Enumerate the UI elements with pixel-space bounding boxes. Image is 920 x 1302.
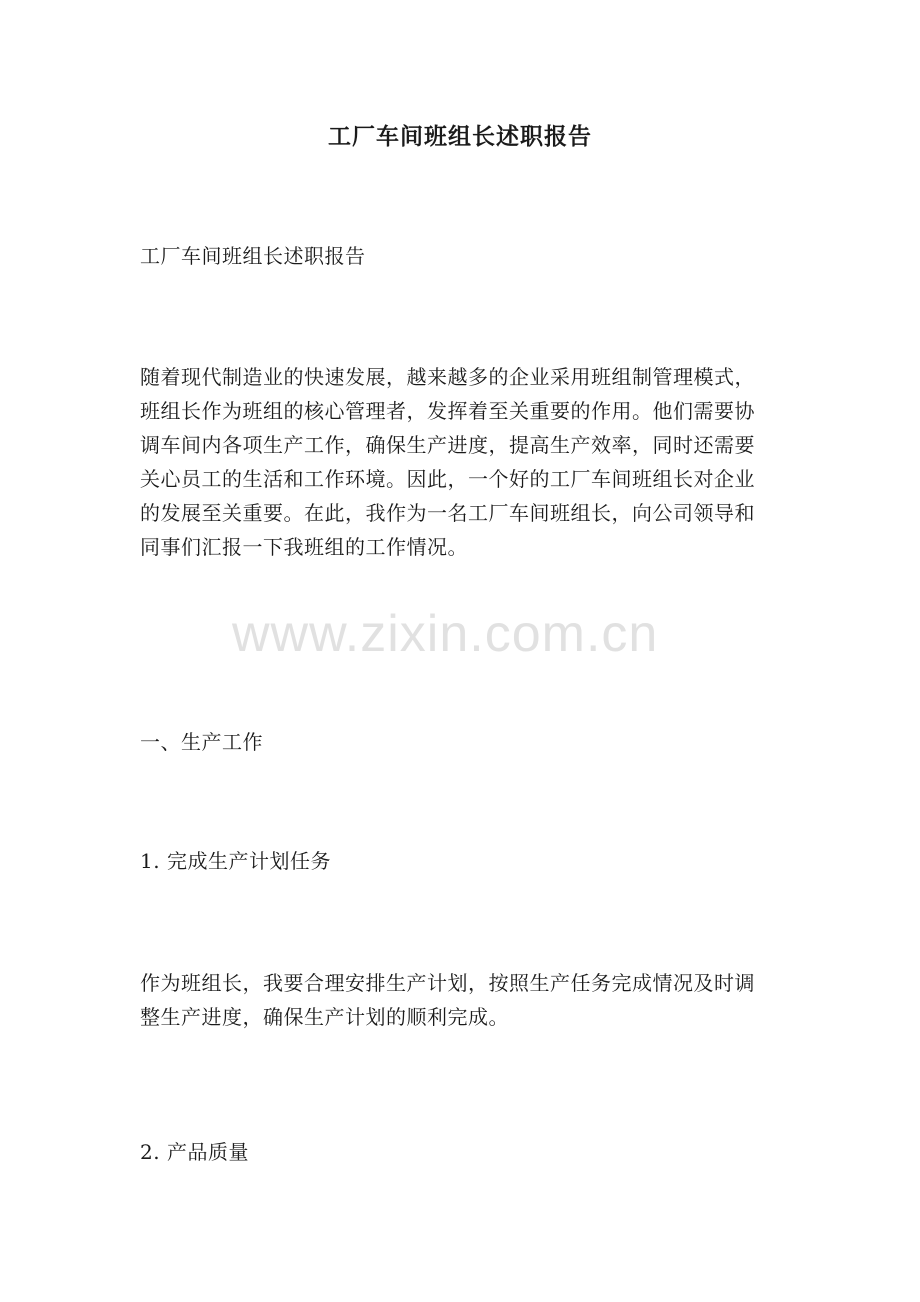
intro-line: 随着现代制造业的快速发展，越来越多的企业采用班组制管理模式， (140, 365, 755, 389)
intro-line: 的发展至关重要。在此，我作为一名工厂车间班组长，向公司领导和 (140, 501, 755, 525)
body-line: 作为班组长，我要合理安排生产计划，按照生产任务完成情况及时调 (140, 971, 755, 995)
intro-line: 调车间内各项生产工作，确保生产进度，提高生产效率，同时还需要 (140, 433, 755, 457)
body-line: 整生产进度，确保生产计划的顺利完成。 (140, 1005, 509, 1029)
section-heading-production: 一、生产工作 (140, 730, 263, 754)
document-title: 工厂车间班组长述职报告 (328, 123, 592, 150)
watermark: www.zixin.com.cn (232, 605, 659, 663)
intro-line: 班组长作为班组的核心管理者，发挥着至关重要的作用。他们需要协 (140, 399, 755, 423)
intro-line: 同事们汇报一下我班组的工作情况。 (140, 535, 468, 559)
intro-line: 关心员工的生活和工作环境。因此，一个好的工厂车间班组长对企业 (140, 467, 755, 491)
intro-paragraph (140, 360, 790, 564)
document-subtitle: 工厂车间班组长述职报告 (140, 244, 366, 268)
item-body-plan (140, 966, 790, 1034)
item-heading-quality: 2. 产品质量 (140, 1140, 249, 1164)
item-heading-plan: 1. 完成生产计划任务 (140, 849, 331, 873)
